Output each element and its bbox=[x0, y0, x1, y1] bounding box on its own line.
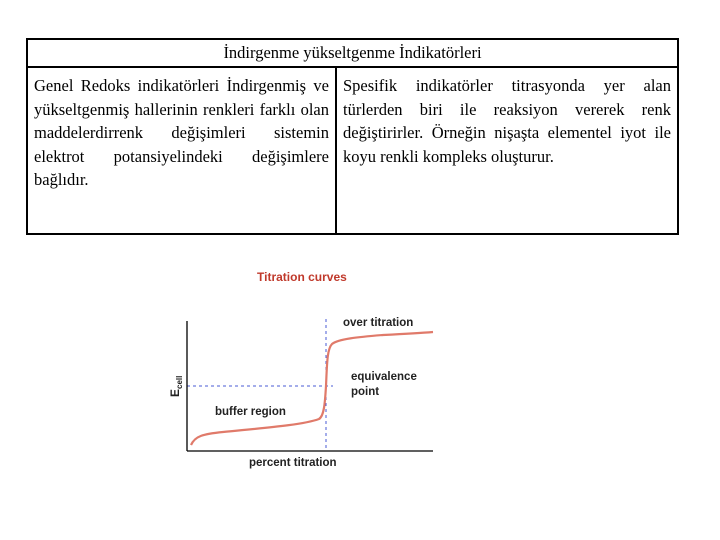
general-redox-indicators-text: Genel Redoks indikatörleri İndirgenmiş ve yükseltgenmiş hallerinin renkleri farklı olan maddelerdirrenk değişimleri sistemin elektrot potansiyelindeki değişimlere bağlıdır. bbox=[28, 68, 337, 233]
y-axis-label-main: E bbox=[168, 388, 182, 397]
table-body bbox=[28, 68, 677, 233]
equivalence-label: equivalence bbox=[351, 371, 417, 383]
titration-curve bbox=[191, 332, 433, 445]
specific-indicators-text: Spesifik indikatörler titrasyonda yer alan türlerden biri ile reaksiyon vererek renk değiştirirler. Örneğin nişaşta elementel iyot ile koyu renkli kompleks oluşturur. bbox=[343, 76, 671, 166]
y-axis-label bbox=[168, 376, 184, 397]
equivalence-point-label: point bbox=[351, 386, 380, 398]
x-axis-label: percent titration bbox=[249, 457, 337, 469]
table-title: İndirgenme yükseltgenme İndikatörleri bbox=[28, 40, 677, 68]
titration-curve-figure bbox=[143, 253, 463, 491]
y-axis-label-sub: cell bbox=[175, 375, 184, 389]
figure-title: Titration curves bbox=[257, 270, 347, 284]
buffer-region-label: buffer region bbox=[215, 406, 286, 418]
titration-curve-plot bbox=[143, 253, 463, 491]
over-titration-label: over titration bbox=[343, 317, 414, 329]
svg-text:Ecell bbox=[168, 376, 184, 397]
indicator-table bbox=[26, 38, 679, 235]
